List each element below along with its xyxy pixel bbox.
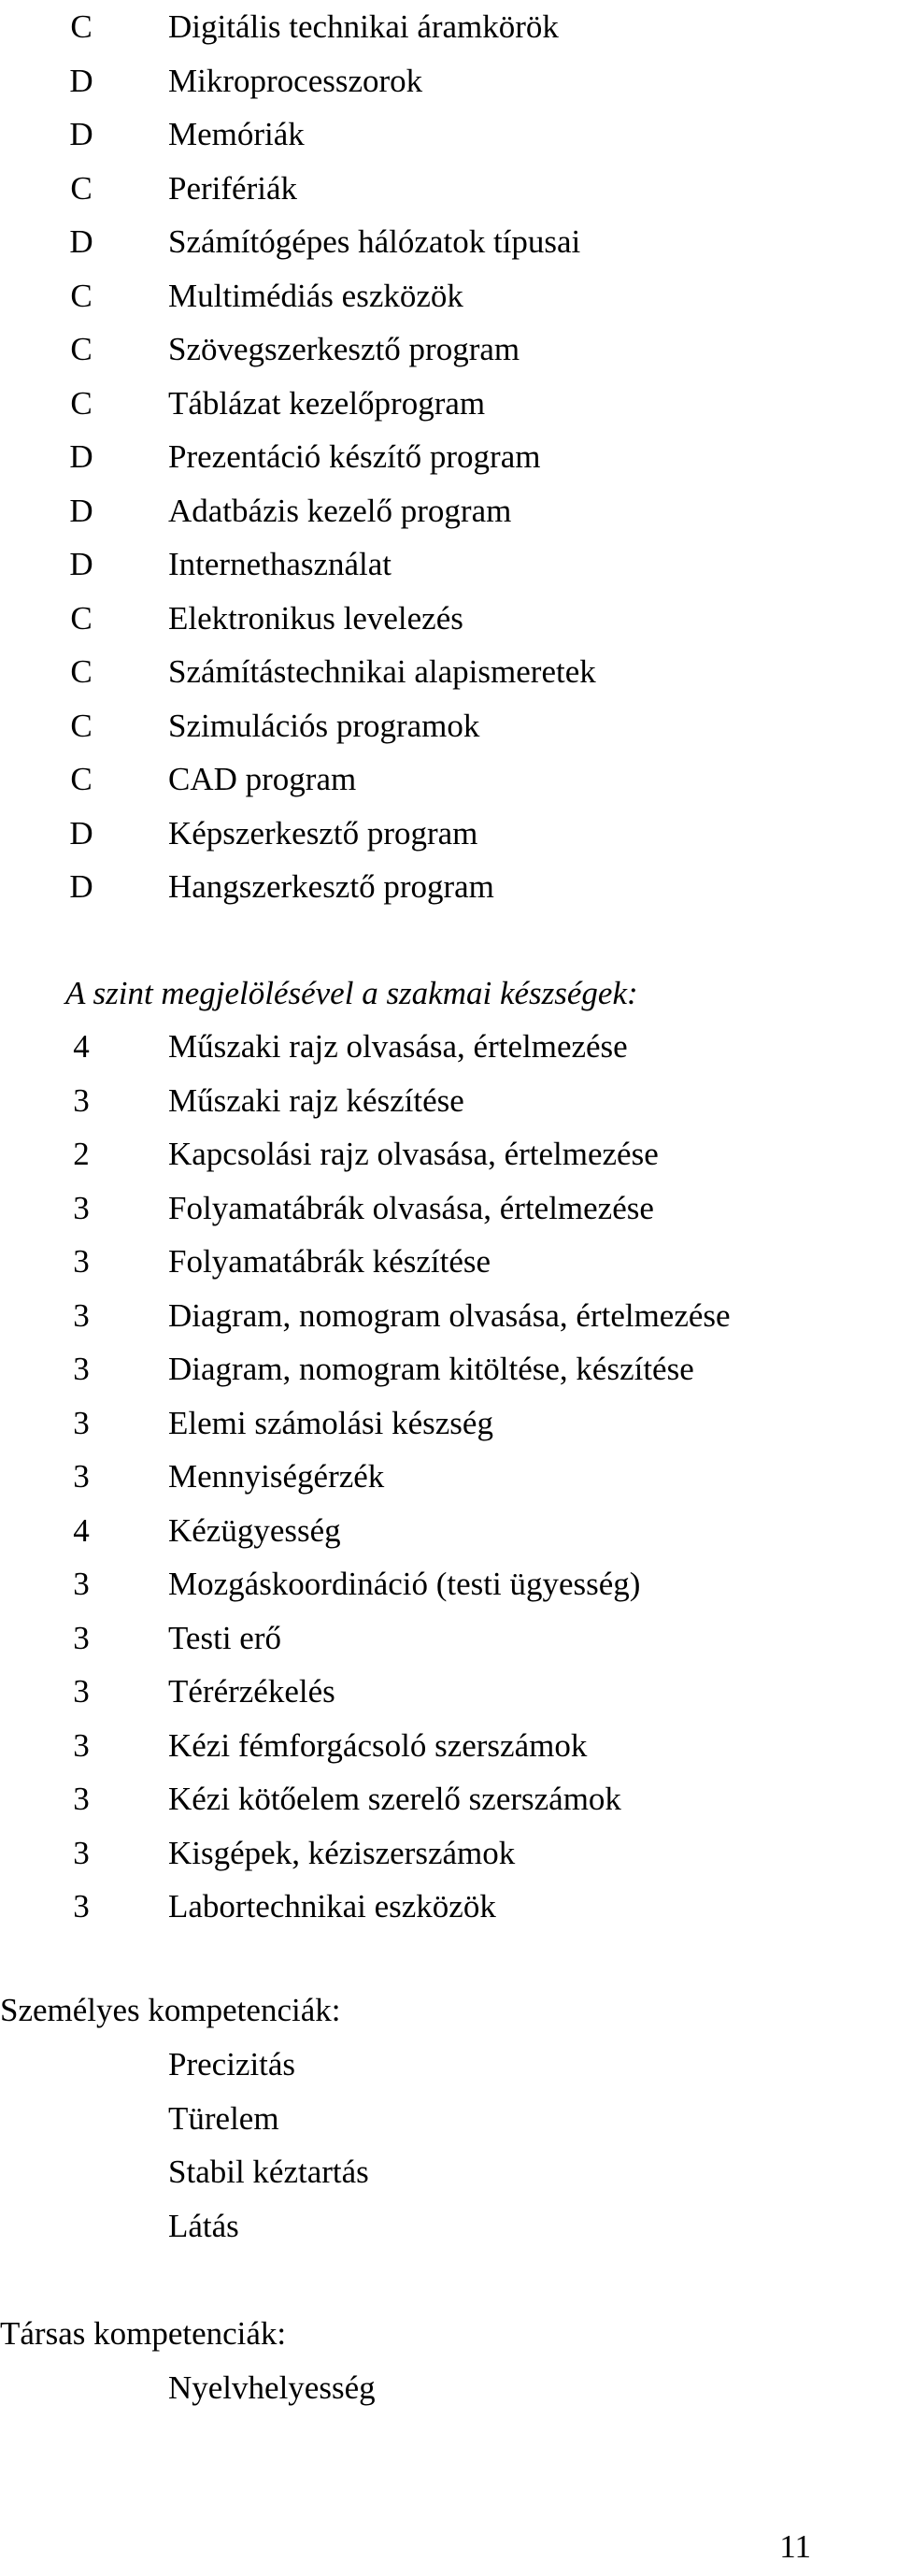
item-label: Internethasználat (168, 546, 392, 582)
item-label: Türelem (168, 2099, 279, 2137)
skill-level: 3 (73, 1619, 90, 1656)
social-competencies-heading: Társas kompetenciák: (0, 2315, 287, 2352)
item-label: Kézi kötőelem szerelő szerszámok (168, 1781, 621, 1817)
item-label: Elemi számolási készség (168, 1404, 493, 1441)
personal-competencies-heading: Személyes kompetenciák: (0, 1992, 341, 2028)
topic-code: C (70, 331, 93, 367)
skill-level: 4 (73, 1511, 90, 1549)
skill-level: 3 (73, 1404, 90, 1441)
topic-code: C (70, 599, 93, 637)
item-label: Mozgáskoordináció (testi ügyesség) (168, 1566, 641, 1602)
skill-row (0, 1880, 897, 1934)
item-label: Adatbázis kezelő program (168, 492, 512, 529)
item-label: Perifériák (168, 169, 297, 207)
topic-code: C (70, 384, 93, 422)
skill-row (0, 1074, 897, 1128)
skill-row (0, 1235, 897, 1289)
skill-level: 3 (73, 1888, 90, 1925)
item-label: Folyamatábrák olvasása, értelmezése (168, 1189, 654, 1226)
topic-row (0, 860, 897, 914)
skill-level: 3 (73, 1243, 90, 1280)
topic-code: D (69, 492, 93, 529)
skill-level: 3 (73, 1351, 90, 1387)
item-label: Térérzékelés (168, 1673, 335, 1710)
topic-row (0, 269, 897, 323)
skill-level: 4 (73, 1028, 90, 1065)
skill-level: 3 (73, 1189, 90, 1226)
topic-row (0, 215, 897, 269)
skill-row (0, 1020, 897, 1074)
item-label: Táblázat kezelőprogram (168, 384, 486, 422)
skill-row (0, 1504, 897, 1558)
item-label: Elektronikus levelezés (168, 599, 463, 637)
item-label: Képszerkesztő program (168, 814, 478, 852)
topic-row (0, 699, 897, 753)
skill-level: 3 (73, 1296, 90, 1334)
topic-code: C (70, 761, 93, 797)
item-label: Hangszerkesztő program (168, 868, 494, 905)
page-number: 11 (779, 2528, 811, 2565)
skills-list (0, 1020, 897, 1934)
personal-competency-row (0, 2038, 897, 2092)
topic-row (0, 752, 897, 807)
topic-row (0, 54, 897, 108)
item-label: Digitális technikai áramkörök (168, 8, 559, 45)
skill-level: 3 (73, 1081, 90, 1119)
item-label: Kisgépek, kéziszerszámok (168, 1834, 516, 1871)
skill-level: 3 (73, 1673, 90, 1710)
item-label: Stabil kéztartás (168, 2154, 369, 2190)
topic-code: C (70, 707, 93, 744)
item-label: Prezentáció készítő program (168, 438, 541, 475)
skill-row (0, 1772, 897, 1826)
personal-competency-row (0, 2199, 897, 2254)
topic-code: D (69, 438, 93, 475)
item-label: Diagram, nomogram kitöltése, készítése (168, 1351, 694, 1387)
item-label: Mennyiségérzék (168, 1458, 385, 1495)
skill-level: 3 (73, 1834, 90, 1871)
topic-code: C (70, 653, 93, 690)
personal-competency-row (0, 2092, 897, 2146)
topic-code: C (70, 277, 93, 314)
skill-level: 3 (73, 1566, 90, 1602)
personal-competencies-list (0, 2038, 897, 2253)
skill-row (0, 1665, 897, 1719)
topic-code: D (69, 868, 93, 905)
topic-code: D (69, 223, 93, 260)
topic-row (0, 107, 897, 162)
item-label: Nyelvhelyesség (168, 2369, 376, 2406)
item-label: Szimulációs programok (168, 707, 480, 744)
topic-code: C (70, 8, 93, 45)
skill-level: 3 (73, 1458, 90, 1495)
topic-row (0, 0, 897, 54)
topic-row (0, 430, 897, 484)
item-label: Műszaki rajz olvasása, értelmezése (168, 1028, 628, 1065)
skill-row (0, 1127, 897, 1181)
item-label: Folyamatábrák készítése (168, 1243, 491, 1280)
item-label: Kapcsolási rajz olvasása, értelmezése (168, 1136, 659, 1172)
topic-row (0, 592, 897, 646)
skill-row (0, 1826, 897, 1881)
item-label: Kézi fémforgácsoló szerszámok (168, 1726, 588, 1764)
skill-row (0, 1396, 897, 1451)
topic-row (0, 807, 897, 861)
skill-level: 3 (73, 1781, 90, 1817)
topic-code: D (69, 62, 93, 99)
topic-code: D (69, 116, 93, 152)
topic-row (0, 484, 897, 538)
item-label: Precizitás (168, 2046, 296, 2082)
item-label: Testi erő (168, 1619, 281, 1656)
topic-row (0, 322, 897, 377)
topic-code: D (69, 814, 93, 852)
topic-row (0, 537, 897, 592)
skill-row (0, 1611, 897, 1666)
topics-list (0, 0, 897, 914)
skill-row (0, 1289, 897, 1343)
item-label: Labortechnikai eszközök (168, 1888, 496, 1925)
topic-code: C (70, 169, 93, 207)
item-label: Számítástechnikai alapismeretek (168, 653, 596, 690)
personal-competency-row (0, 2145, 897, 2199)
topic-row (0, 377, 897, 431)
skill-row (0, 1450, 897, 1504)
social-competencies-list (0, 2361, 897, 2415)
item-label: Szövegszerkesztő program (168, 331, 520, 367)
topic-row (0, 162, 897, 216)
item-label: Multimédiás eszközök (168, 277, 463, 314)
item-label: Számítógépes hálózatok típusai (168, 223, 581, 260)
item-label: CAD program (168, 761, 357, 797)
item-label: Diagram, nomogram olvasása, értelmezése (168, 1296, 731, 1334)
skill-level: 3 (73, 1726, 90, 1764)
item-label: Memóriák (168, 116, 305, 152)
item-label: Kézügyesség (168, 1511, 341, 1549)
item-label: Látás (168, 2207, 239, 2244)
skill-row (0, 1719, 897, 1773)
social-competency-row (0, 2361, 897, 2415)
skill-row (0, 1342, 897, 1396)
topic-row (0, 645, 897, 699)
skill-level: 2 (73, 1136, 90, 1172)
item-label: Műszaki rajz készítése (168, 1081, 464, 1119)
topic-code: D (69, 546, 93, 582)
skill-row (0, 1181, 897, 1236)
item-label: Mikroprocesszorok (168, 62, 423, 99)
skills-section-title: A szint megjelölésével a szakmai készségek: (65, 975, 638, 1011)
skill-row (0, 1557, 897, 1611)
